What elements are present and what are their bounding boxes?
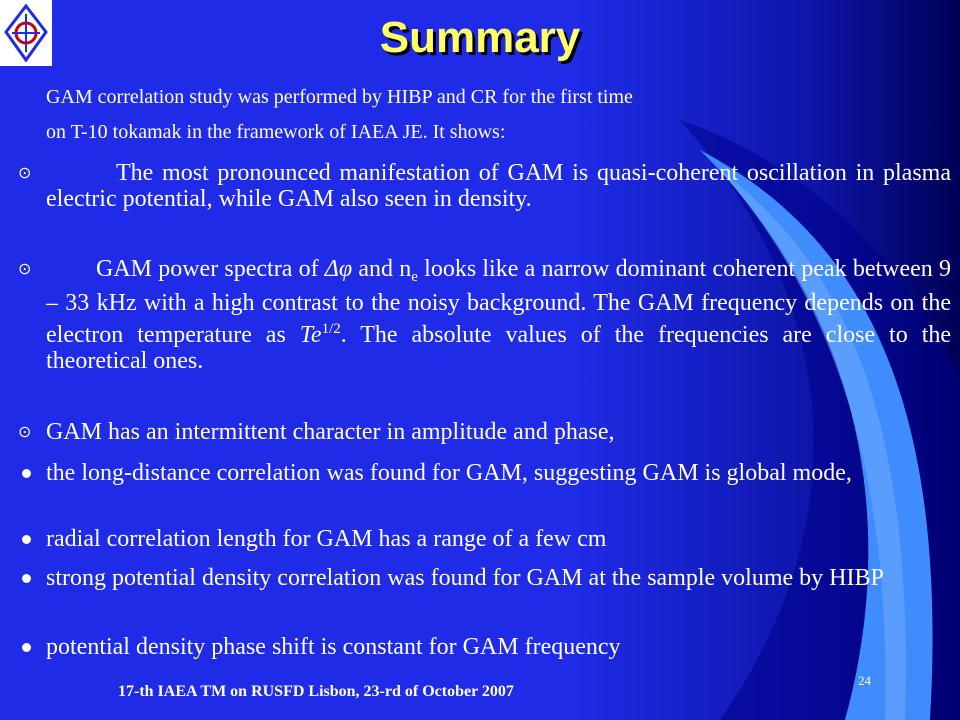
bullet-item-2: GAM power spectra of Δφ and $n_e$ looks like a narrow dominant coherent peak between 9 – 33 kHz with a high contrast to the noisy background. The GAM frequency depends on the electron temperature as $Te^{1/2}$. The absolute values of the frequencies are close to the theoretical ones.	[46, 256, 952, 374]
filled-dot-bullet-icon	[0, 634, 46, 660]
bullet-item-4: the long-distance correlation was found for GAM, suggesting GAM is global mode,	[46, 460, 852, 486]
intro-line-2: on T-10 tokamak in the framework of IAEA JE. It shows:	[46, 121, 506, 143]
bullet-item-5: radial correlation length for GAM has a range of a few cm	[46, 526, 607, 552]
filled-dot-bullet-icon	[0, 526, 46, 552]
footer-conference: 17-th IAEA TM on RUSFD Lisbon, 23-rd of October 2007	[118, 683, 514, 700]
intro-line-1: GAM correlation study was performed by HIBP and CR for the first time	[46, 86, 633, 108]
dot-circle-bullet-icon: ⊙	[18, 422, 32, 441]
delta-phi-symbol: Δφ	[324, 256, 353, 282]
dot-circle-bullet-icon: ⊙	[18, 259, 32, 278]
bullet-item-7: potential density phase shift is constant for GAM frequency	[46, 634, 621, 660]
dot-circle-bullet-icon: ⊙	[18, 163, 32, 182]
bullet-item-6: strong potential density correlation was found for GAM at the sample volume by HIBP	[46, 565, 884, 591]
bullet-item-1: The most pronounced manifestation of GAM is quasi-coherent oscillation in plasma electric potential, while GAM also seen in density.	[46, 160, 951, 212]
slide-title: Summary	[379, 13, 581, 62]
bullet-item-3: GAM has an intermittent character in amplitude and phase,	[46, 419, 615, 445]
filled-dot-bullet-icon	[0, 460, 46, 486]
page-number: 24	[858, 673, 871, 688]
filled-dot-bullet-icon	[0, 565, 46, 591]
